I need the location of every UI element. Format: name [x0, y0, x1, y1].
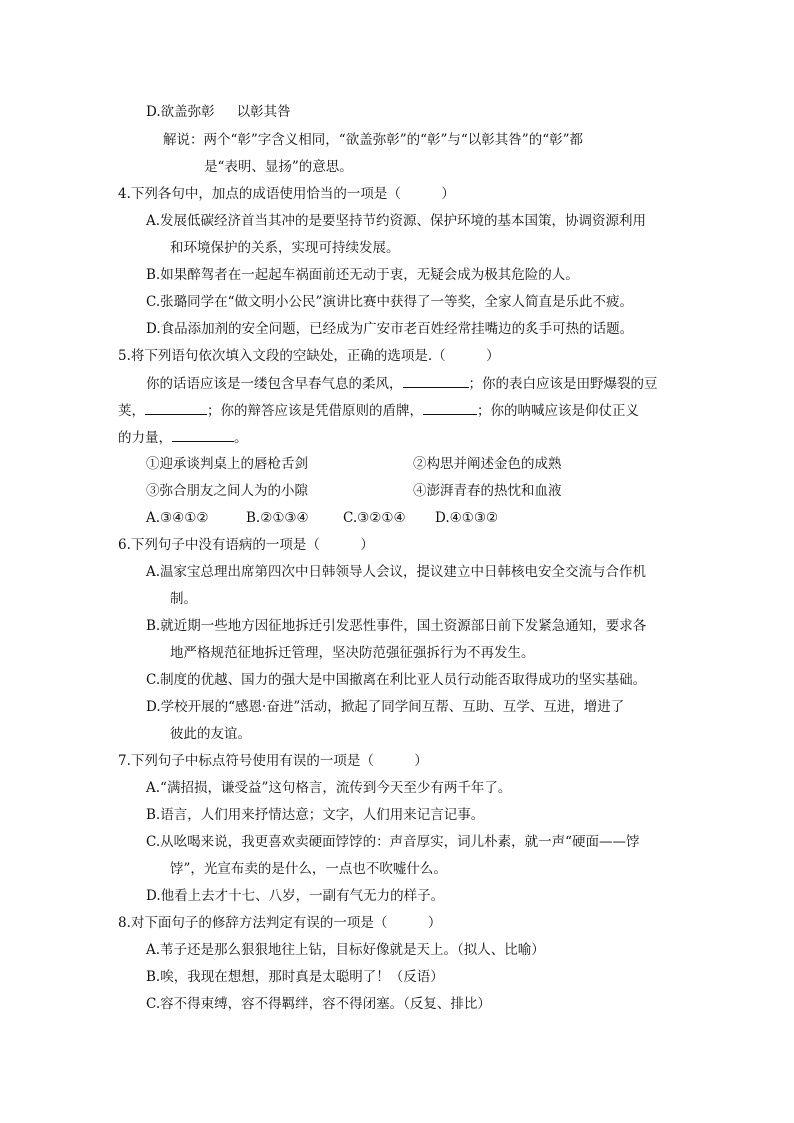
q4-option-a-line2: 和环境保护的关系，实现可持续发展。: [170, 240, 400, 256]
q6-option-a-line1: A.温家宝总理出席第四次中日韩领导人会议，提议建立中日韩核电安全交流与合作机: [146, 564, 647, 580]
q5-item-3: ③弥合朋友之间人为的小隙: [146, 483, 308, 499]
q8-stem: 8.对下面句子的修辞方法判定有误的一项是（ ）: [118, 915, 442, 931]
q7-stem: 7.下列句子中标点符号使用有误的一项是（ ）: [118, 753, 428, 769]
q6-stem: 6.下列句子中没有语病的一项是（ ）: [118, 537, 374, 553]
q5-stem: 5.将下列语句依次填入文段的空缺处，正确的选项是.（ ）: [118, 348, 500, 364]
q4-option-d: D.食品添加剂的安全问题，已经成为广安市老百姓经常挂嘴边的炙手可热的话题。: [146, 321, 634, 337]
q6-option-d-line1: D.学校开展的“感恩·奋进”活动，掀起了同学间互帮、互助、互学、互进，增进了: [146, 699, 625, 715]
q6-option-d-line2: 彼此的友谊。: [170, 726, 251, 742]
q6-option-b-line1: B.就近期一些地方因征地拆迁引发恶性事件，国土资源部日前下发紧急通知，要求各: [146, 618, 647, 634]
q6-option-c: C.制度的优越、国力的强大是中国撤离在利比亚人员行动能否取得成功的坚实基础。: [146, 672, 647, 688]
q5-item-4: ④澎湃青春的热忱和血液: [413, 483, 562, 499]
q3-option-d: D.欲盖弥彰 以彰其咎: [146, 104, 291, 120]
q5-passage-line1: 你的话语应该是一缕包含早春气息的柔风， ；你的表白应该是田野爆裂的豆: [146, 373, 658, 394]
q4-option-b: B.如果醉驾者在一起起车祸面前还无动于衷，无疑会成为极其危险的人。: [146, 267, 579, 283]
q7-option-b: B.语言，人们用来抒情达意；文字，人们用来记言记事。: [146, 807, 485, 823]
q8-option-b: B.唉，我现在想想，那时真是太聪明了！（反语）: [146, 969, 444, 985]
q5-item-2: ②构思并阐述金色的成熟: [413, 456, 562, 472]
answer-blank: [423, 400, 477, 415]
q4-option-a-line1: A.发展低碳经济首当其冲的是要坚持节约资源、保护环境的基本国策，协调资源利用: [146, 213, 647, 229]
q8-option-c: C.容不得束缚，容不得羁绊，容不得闭塞。（反复、排比）: [146, 996, 491, 1012]
q5-choice-c: C.③②①④: [343, 510, 406, 526]
q5-passage-line2: 荚， ；你的辩答应该是凭借原则的盾牌， ；你的呐喊应该是仰仗正义: [118, 400, 639, 421]
q7-option-c-line2: 饽”，光宣布卖的是什么，一点也不吹嘘什么。: [170, 861, 447, 877]
q5-passage-line3: 的力量， 。: [118, 427, 248, 448]
q5-item-1: ①迎承谈判桌上的唇枪舌剑: [146, 456, 308, 472]
q6-option-a-line2: 制。: [170, 591, 197, 607]
q7-option-c-line1: C.从吆喝来说，我更喜欢卖硬面饽饽的：声音厚实，词儿朴素，就一声“硬面——饽: [146, 834, 640, 850]
q4-option-c: C.张璐同学在“做文明小公民”演讲比赛中获得了一等奖，全家人简直是乐此不疲。: [146, 294, 633, 310]
answer-blank: [403, 373, 469, 388]
answer-blank: [172, 427, 234, 442]
q8-option-a: A.苇子还是那么狠狠地往上钻，目标好像就是天上。（拟人、比喻）: [146, 942, 545, 958]
answer-blank: [145, 400, 207, 415]
q3-explanation-line1: 解说：两个“彰”字含义相同，“欲盖弥彰”的“彰”与“以彰其咎”的“彰”都: [163, 132, 584, 148]
q7-option-a: A.“满招损，谦受益”这句格言，流传到今天至少有两千年了。: [146, 780, 512, 796]
q3-explanation-line2: 是“表明、显扬”的意思。: [204, 159, 353, 175]
q7-option-d: D.他看上去才十七、八岁，一副有气无力的样子。: [146, 888, 445, 904]
q5-choice-d: D.④①③②: [435, 510, 499, 526]
q5-choice-a: A.③④①②: [146, 510, 209, 526]
q4-stem: 4.下列各句中，加点的成语使用恰当的一项是（ ）: [118, 186, 455, 202]
q6-option-b-line2: 地严格规范征地拆迁管理，坚决防范强征强拆行为不再发生。: [170, 645, 535, 661]
q5-choice-b: B.②①③④: [246, 510, 309, 526]
